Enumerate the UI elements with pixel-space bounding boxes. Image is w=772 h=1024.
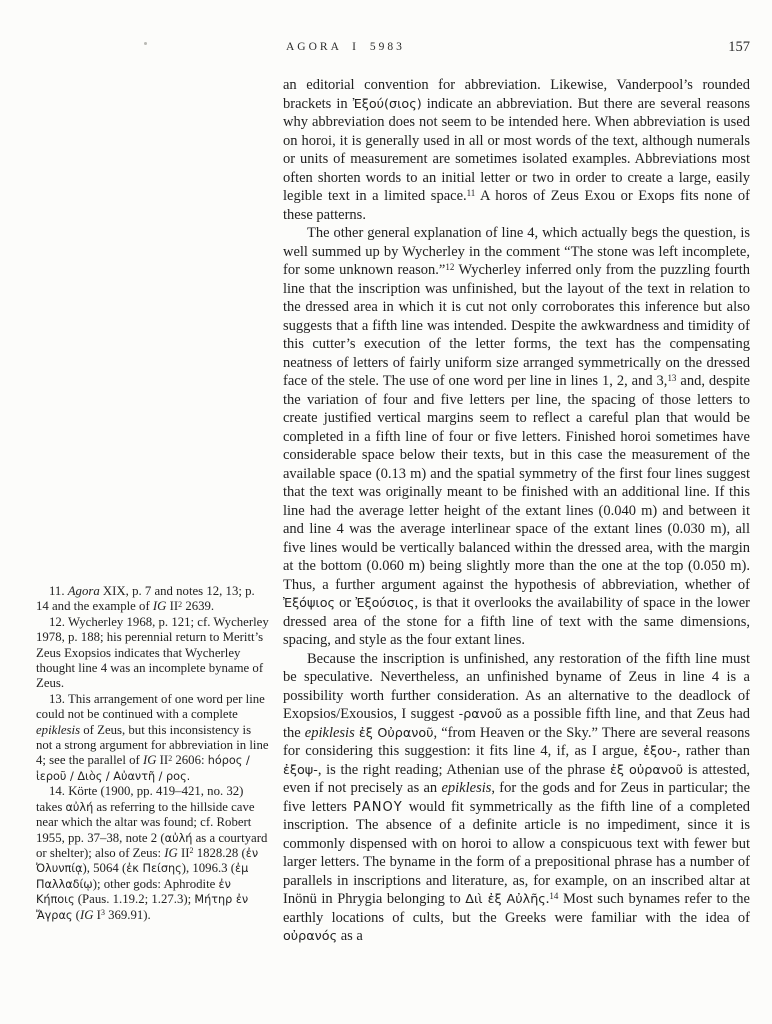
greek-text-segment: Ἐξού(σιος) (352, 96, 422, 112)
italic-text-segment: Agora (67, 584, 100, 598)
greek-text-segment: ἐμ Παλλαδίῳ (36, 862, 249, 891)
greek-text-segment: αὐλή (65, 800, 94, 814)
footnote-14: 14. Körte (1900, pp. 419–421, no. 32) takes αὐλή as referring to the hillside cave near which the altar was found; cf. Robert 1955, pp. 37–38, note 2 (αὐλή as a courtyard or shelter); also of Zeus: IG $II^2$ 1828.28 (ἐν Ὀλυνπίᾳ), 5064 (ἐκ Πείσης), 1096.3 (ἐμ Παλλαδίῳ); other gods: Aphrodite ἐν Κήποις (Paus. 1.19.2; 1.27.3); Μήτηρ ἐν Ἄγρας (IG $I^3$ 369.91). (36, 784, 268, 922)
italic-text-segment: IG (152, 599, 167, 614)
main-paragraph-3: Because the inscription is unfinished, any restoration of the fifth line must be speculative. Nevertheless, an unfinished byname of Zeus in line 4 is a possibility worth further consideration. As an alternative to the deadlock of Exopsios/Exousios, I suggest -ρανοῦ as a possible fifth line, and that Zeus had the epiklesis ἐξ Οὐρανοῦ, “from Heaven or the Sky.” There are several reasons for considering this suggestion: it fits line 4, if, as I argue, ἐξου-, rather than ἐξοψ-, is the right reading; Athenian use of the phrase ἐξ οὐρανοῦ is attested, even if not precisely as an epiklesis, for the gods and for Zeus in particular; the five letters ΡΑΝΟΥ would fit symmetrically as the fifth line of a completed inscription. The absence of a definite article is no impediment, since it is commonly dispensed with on horoi to allow a conspicuous text with fewer but larger letters. The byname in the form of a prepositional phrase has a number of parallels in inscriptions and literature, as, for example, on an inscribed altar at Inönü in Phrygia belonging to Διὶ ἐξ Αὐλῆς.$^{14}$ Most such bynames refer to the earthly locations of cults, but the Greeks were familiar with the idea of οὐρανός as a (283, 650, 751, 944)
sup-text-segment: 2 (189, 846, 194, 856)
greek-text-segment: ἐξ Οὐρανοῦ (358, 725, 434, 741)
italic-text-segment: IG (79, 907, 94, 922)
greek-text-segment: Ἐξούσιος (355, 596, 415, 611)
sup-text-segment: 3 (100, 907, 105, 917)
sup-text-segment: 14 (549, 890, 559, 901)
page-number: 157 (728, 39, 750, 55)
greek-text-segment: hόρος / ἱεροῦ / Διὸς / Αὐαντῆ / ρος. (36, 754, 250, 783)
sup-text-segment: 13 (667, 372, 677, 383)
greek-text-segment: Ἐξόψιος (283, 596, 335, 611)
italic-text-segment: epiklesis (304, 724, 355, 741)
epigraphic-text-segment: ΡΑΝΟΥ (352, 799, 403, 815)
greek-text-segment: Διὶ ἐξ Αὐλῆς (465, 892, 546, 907)
greek-text-segment: ἐν Ὀλυνπίᾳ (36, 846, 259, 876)
sup-text-segment: 11 (466, 187, 476, 198)
italic-text-segment: IG (142, 753, 157, 768)
greek-text-segment: ἐν Κήποις (36, 877, 231, 907)
greek-text-segment: -ρανοῦ (458, 707, 503, 722)
scan-artifact-dot (144, 42, 147, 45)
greek-text-segment: ἐξ οὐρανοῦ (609, 762, 684, 778)
italic-text-segment: IG (164, 845, 178, 860)
footnote-12: 12. Wycherley 1968, p. 121; cf. Wycherley 1978, p. 188; his perennial return to Meritt’s Zeus Exopsios indicates that Wycherley thought line 4 was an incomplete byname of Zeus. (36, 614, 269, 691)
sup-text-segment: 12 (445, 261, 455, 272)
italic-text-segment: epiklesis (441, 780, 492, 796)
italic-text-segment: epiklesis (36, 722, 81, 737)
running-head: AGORA I 5983 (286, 41, 405, 53)
main-paragraph-1: an editorial convention for abbreviation. Likewise, Vanderpool’s rounded brackets in Ἐξού(σιος) indicate an abbreviation. But there are several reasons why abbreviation does not seem to be intended here. When abbreviation is used on horoi, it is generally used in all or most words of the text, although numerals or units of measurement are sometimes isolated examples. Abbreviations most often shorten words to an initial letter or two in order to create a large, easily legible text in a limited space.$^{11}$ A horos of Zeus Exou or Exops fits none of these patterns. (283, 77, 750, 223)
footnotes-column (36, 584, 269, 923)
main-text-column (283, 76, 750, 946)
greek-text-segment: οὐρανός (283, 929, 338, 944)
sup-text-segment: 2 (168, 753, 173, 763)
sup-text-segment: 2 (178, 599, 183, 609)
footnote-11: 11. Agora XIX, p. 7 and notes 12, 13; p. 14 and the example of IG $II^2$ 2639. (36, 584, 255, 614)
greek-text-segment: ἐκ Πείσης (126, 862, 182, 876)
greek-text-segment: ἐξοψ- (283, 762, 318, 778)
main-paragraph-2: The other general explanation of line 4, which actually begs the question, is well summed up by Wycherley in the comment “The stone was left incomplete, for some unknown reason.”$^{12}$ Wycherley inferred only from the puzzling fourth line that the inscription was unfinished, but the layout of the text in relation to the dressed area in which it is cut not only corroborates this inference but also suggests that a fifth line was intended. Despite the awkwardness and timidity of this cutter’s execution of the letter forms, the text has the compensating neatness of letters of fairly uniform size arranged symmetrically on the dressed face of the stele. The use of one word per line in lines 1, 2, and 3,13 and, despite the variation of four and five letters per line, the spacing of those letters to create justified vertical margins seem to reflect a careful plan that would be completed in a fifth line of four or five letters. Finished horoi sometimes have considerable space below their texts, but in this case the measurement of the available space (0.13 m) and the spatial symmetry of the first four lines suggest that the text was originally meant to be finished with an additional line. If this line had the average letter height of the extant lines (0.040 m) and between it and line 4 was the average interlinear space of the extant lines (0.030 m), all five lines would be vertically balanced within the dressed area, with the margin at the bottom (0.060 m) being slightly more than the one at the top (0.050 m). Thus, a further argument against the hypothesis of abbreviation, whether of Ἐξόψιος or Ἐξούσιος, is that it overlooks the availability of space in the lower dressed area of the stone for a fifth line of text with the same dimensions, spacing, and style as the four extant lines. (283, 225, 750, 648)
footnote-13: 13. This arrangement of one word per line could not be continued with a complete epiklesis of Zeus, but this inconsistency is not a strong argument for abbreviation in line 4; see the parallel of IG $II^2$ 2606: hόρος / ἱεροῦ / Διὸς / Αὐαντῆ / ρος. (36, 691, 269, 783)
greek-text-segment: ἐξου- (643, 744, 677, 759)
greek-text-segment: Μήτηρ ἐν Ἄγρας (36, 893, 249, 922)
greek-text-segment: αὐλή (164, 831, 193, 845)
